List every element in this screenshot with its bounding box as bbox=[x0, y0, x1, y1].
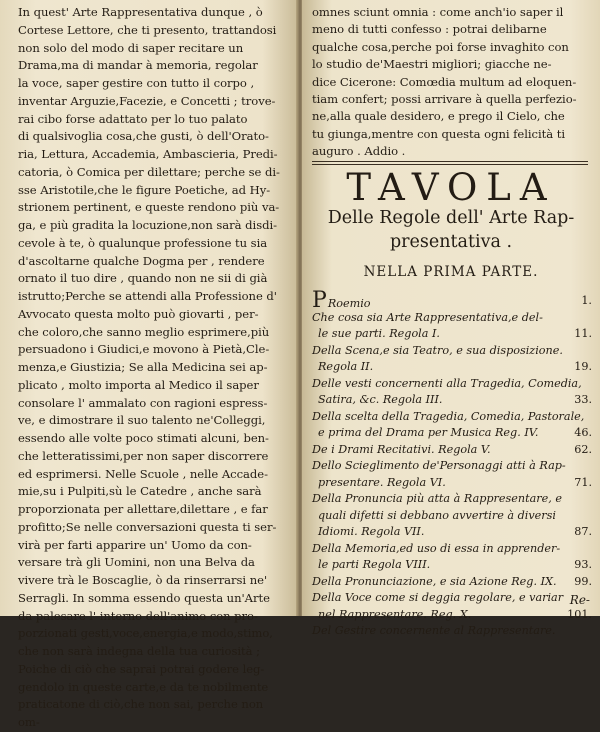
text-line: che letteratissimi,per non saper discorrere bbox=[18, 448, 269, 463]
toc-entry bbox=[312, 508, 596, 525]
toc-page-number: 101. bbox=[567, 607, 592, 621]
toc-entry-text: Della Scena,e sia Teatro, e sua disposizione. bbox=[312, 343, 563, 357]
text-line: omnes sciunt omnia : come anch'io saper il bbox=[312, 5, 564, 19]
text-line: auguro . Addio . bbox=[312, 144, 406, 159]
double-rule-bottom bbox=[312, 164, 588, 165]
text-line: essendo alle volte poco stimati alcuni, ben- bbox=[18, 431, 269, 445]
toc-entry bbox=[312, 590, 596, 607]
toc-entry bbox=[312, 310, 596, 327]
toc-entry bbox=[312, 425, 596, 442]
text-line: la voce, saper gestire con tutto il corpo , bbox=[18, 76, 255, 90]
toc-entry-text: e prima del Drama per Musica Reg. IV. bbox=[318, 426, 539, 439]
table-of-contents bbox=[312, 288, 596, 640]
text-line: consolare l' ammalato con ragioni espress- bbox=[18, 395, 268, 410]
toc-entry-text: De i Drami Recitativi. Regola V. bbox=[312, 442, 491, 456]
toc-page-number: 1. bbox=[581, 294, 592, 307]
text-line: In quest' Arte Rappresentativa dunque , ò bbox=[18, 5, 263, 19]
text-line: d'ascoltarne qualche Dogma per , rendere bbox=[18, 253, 265, 268]
text-line: gendolo in queste carte,e da te nobilmente bbox=[18, 679, 269, 694]
text-line: da palesare l' interno dell'animo con pro- bbox=[18, 608, 258, 623]
right-page bbox=[302, 0, 600, 637]
double-rule-top bbox=[312, 161, 588, 162]
toc-entry-text: Della Pronuncia più atta à Rappresentare, e bbox=[312, 492, 562, 505]
toc-entry-text: quali difetti si debbano avvertire à diversi bbox=[318, 508, 556, 522]
text-line: ed esprimersi. Nelle Scuole , nelle Accade- bbox=[18, 466, 268, 481]
toc-page-number: 99. bbox=[574, 574, 592, 588]
toc-entry bbox=[312, 288, 596, 313]
toc-entry bbox=[312, 623, 596, 640]
text-line: porzionati gesti,voce,energia,e modo,stimo, bbox=[18, 626, 273, 641]
toc-entry-text: Del Gestire concernente al Rappresentare. bbox=[312, 624, 556, 637]
text-line: vivere trà le Boscaglie, ò da rinserrarsi ne' bbox=[18, 573, 268, 587]
text-line: mie,su i Pulpiti,sù le Catedre , anche sarà bbox=[18, 484, 262, 499]
text-line: ga, e più gradita la locuzione,non sarà disdi- bbox=[18, 218, 277, 232]
text-line: Avvocato questa molto può giovarti , per- bbox=[18, 306, 259, 321]
toc-entry bbox=[312, 557, 596, 574]
text-line: ria, Lettura, Accademia, Ambascieria, Predi- bbox=[18, 147, 278, 161]
toc-entry bbox=[312, 574, 596, 591]
text-line: strionem pertinent, e queste rendono più va- bbox=[18, 200, 280, 215]
text-line: persuadono i Giudici,e movono à Pietà,Cle- bbox=[18, 342, 270, 357]
left-page-text bbox=[18, 4, 284, 732]
text-line: rai cibo forse adattato per lo tuo palato bbox=[18, 111, 248, 126]
section-heading: NELLA PRIMA PARTE. bbox=[363, 264, 539, 280]
toc-page-number: 19. bbox=[574, 360, 592, 373]
toc-entry bbox=[312, 343, 596, 360]
toc-entry bbox=[312, 376, 596, 393]
text-line: om- bbox=[18, 715, 40, 729]
toc-entry-text: Della Memoria,ed uso di essa in apprender- bbox=[312, 541, 561, 555]
text-line: versare trà gli Uomini, non una Belva da bbox=[18, 555, 255, 570]
drop-cap: P bbox=[312, 288, 327, 313]
text-line: Cortese Lettore, che ti presento, trattandosi bbox=[18, 22, 277, 37]
text-line: tu giunga,mentre con questa ogni felicità ti bbox=[312, 126, 565, 141]
text-line: ornato il tuo dire , quando non ne sii di già bbox=[18, 271, 268, 286]
toc-entry-text: Che cosa sia Arte Rappresentativa,e del- bbox=[312, 310, 543, 324]
toc-entry-text: Regola II. bbox=[318, 360, 374, 373]
toc-page-number: 46. bbox=[574, 426, 592, 439]
text-line: che coloro,che sanno meglio esprimere,più bbox=[18, 324, 270, 339]
text-line: di qualsivoglia cosa,che gusti, ò dell'Orato- bbox=[18, 129, 269, 144]
text-line: inventar Arguzie,Facezie, e Concetti ; trove- bbox=[18, 93, 276, 108]
toc-entry bbox=[312, 458, 596, 475]
text-line: menza,e Giustizia; Se alla Medicina sei ap- bbox=[18, 360, 268, 374]
toc-page-number: 11. bbox=[574, 327, 592, 340]
text-line: sse Aristotile,che le figure Poetiche, ad Hy- bbox=[18, 182, 271, 197]
text-line: cevole à te, ò qualunque professione tu sia bbox=[18, 235, 268, 250]
subtitle-line-1: Delle Regole dell' Arte Rap- bbox=[327, 208, 575, 228]
toc-entry bbox=[312, 475, 596, 492]
text-line: tiam confert; possi arrivare à quella perfezio- bbox=[312, 91, 577, 106]
toc-entry bbox=[312, 409, 596, 426]
toc-entry bbox=[312, 359, 596, 376]
text-line: profitto;Se nelle conversazioni questa ti ser- bbox=[18, 519, 277, 534]
toc-page-number: 33. bbox=[574, 393, 592, 406]
text-line: Poiche di ciò che saprai potrai godere leg- bbox=[18, 661, 265, 676]
toc-entry-text: Della Pronunciazione, e sia Azione Reg. IX. bbox=[312, 574, 557, 588]
toc-entry bbox=[312, 326, 596, 343]
subtitle-line-2: presentativa . bbox=[389, 232, 513, 252]
toc-entry bbox=[312, 541, 596, 558]
text-line: proporzionata per allettare,dilettare , e far bbox=[18, 502, 268, 516]
toc-entry-text: Satira, &c. Regola III. bbox=[318, 393, 443, 406]
toc-entry bbox=[312, 607, 596, 624]
toc-entry-text: Dello Scieglimento de'Personaggi atti à Rap- bbox=[312, 459, 566, 472]
toc-page-number: 93. bbox=[574, 558, 592, 571]
text-line: catoria, ò Comica per dilettare; perche se di- bbox=[18, 164, 280, 179]
toc-entry-text: Idiomi. Regola VII. bbox=[318, 525, 425, 538]
text-line: meno di tutti confesso : potrai delibarne bbox=[312, 22, 547, 37]
text-line: non solo del modo di saper recitare un bbox=[18, 40, 244, 55]
toc-entry-text: le sue parti. Regola I. bbox=[318, 327, 440, 340]
toc-entry-text: Roemio bbox=[327, 297, 371, 310]
text-line: qualche cosa,perche poi forse invaghito con bbox=[312, 39, 569, 54]
toc-entry-text: le parti Regola VIII. bbox=[318, 558, 431, 571]
text-line: Serragli. In somma essendo questa un'Arte bbox=[18, 590, 270, 605]
text-line: plicato , molto importa al Medico il saper bbox=[18, 377, 259, 392]
toc-page-number: 71. bbox=[574, 475, 592, 489]
left-page bbox=[0, 0, 298, 729]
text-line: che non sarà indegna della tua curiosità ; bbox=[18, 644, 260, 658]
text-line: lo studio de'Maestri migliori; giacche ne- bbox=[312, 57, 552, 72]
toc-entry-text: Delle vesti concernenti alla Tragedia, Comedia, bbox=[312, 376, 582, 390]
toc-entry bbox=[312, 491, 596, 508]
page-title: TAVOLA bbox=[346, 166, 556, 209]
text-line: ne,alla quale desidero, e prego il Cielo, che bbox=[312, 109, 565, 124]
text-line: istrutto;Perche se attendi alla Professione d' bbox=[18, 289, 277, 303]
catchword: Re- bbox=[569, 593, 590, 607]
toc-page-number: 87. bbox=[574, 525, 592, 538]
toc-entry bbox=[312, 524, 596, 541]
text-line: ve, e dimostrare il suo talento ne'Colleggi, bbox=[18, 413, 266, 428]
text-line: praticatone di ciò,che non sai, perche non bbox=[18, 697, 264, 712]
text-line: dice Cicerone: Comœdia multum ad eloquen- bbox=[312, 74, 577, 89]
toc-entry-text: Della scelta della Tragedia, Comedia, Pastorale, bbox=[312, 409, 585, 423]
toc-page-number: 62. bbox=[574, 442, 592, 456]
toc-entry bbox=[312, 392, 596, 409]
right-page-intro bbox=[312, 4, 588, 161]
toc-entry-text: nel Rappresentare. Reg. X. bbox=[318, 607, 472, 621]
toc-entry-text: presentare. Regola VI. bbox=[318, 475, 446, 489]
toc-entry-text: Della Voce come si deggia regolare, e variar bbox=[312, 591, 564, 604]
toc-entry bbox=[312, 442, 596, 459]
text-line: virà per farti apparire un' Uomo da con- bbox=[18, 537, 252, 552]
text-line: Drama,ma di mandar à memoria, regolar bbox=[18, 58, 258, 73]
